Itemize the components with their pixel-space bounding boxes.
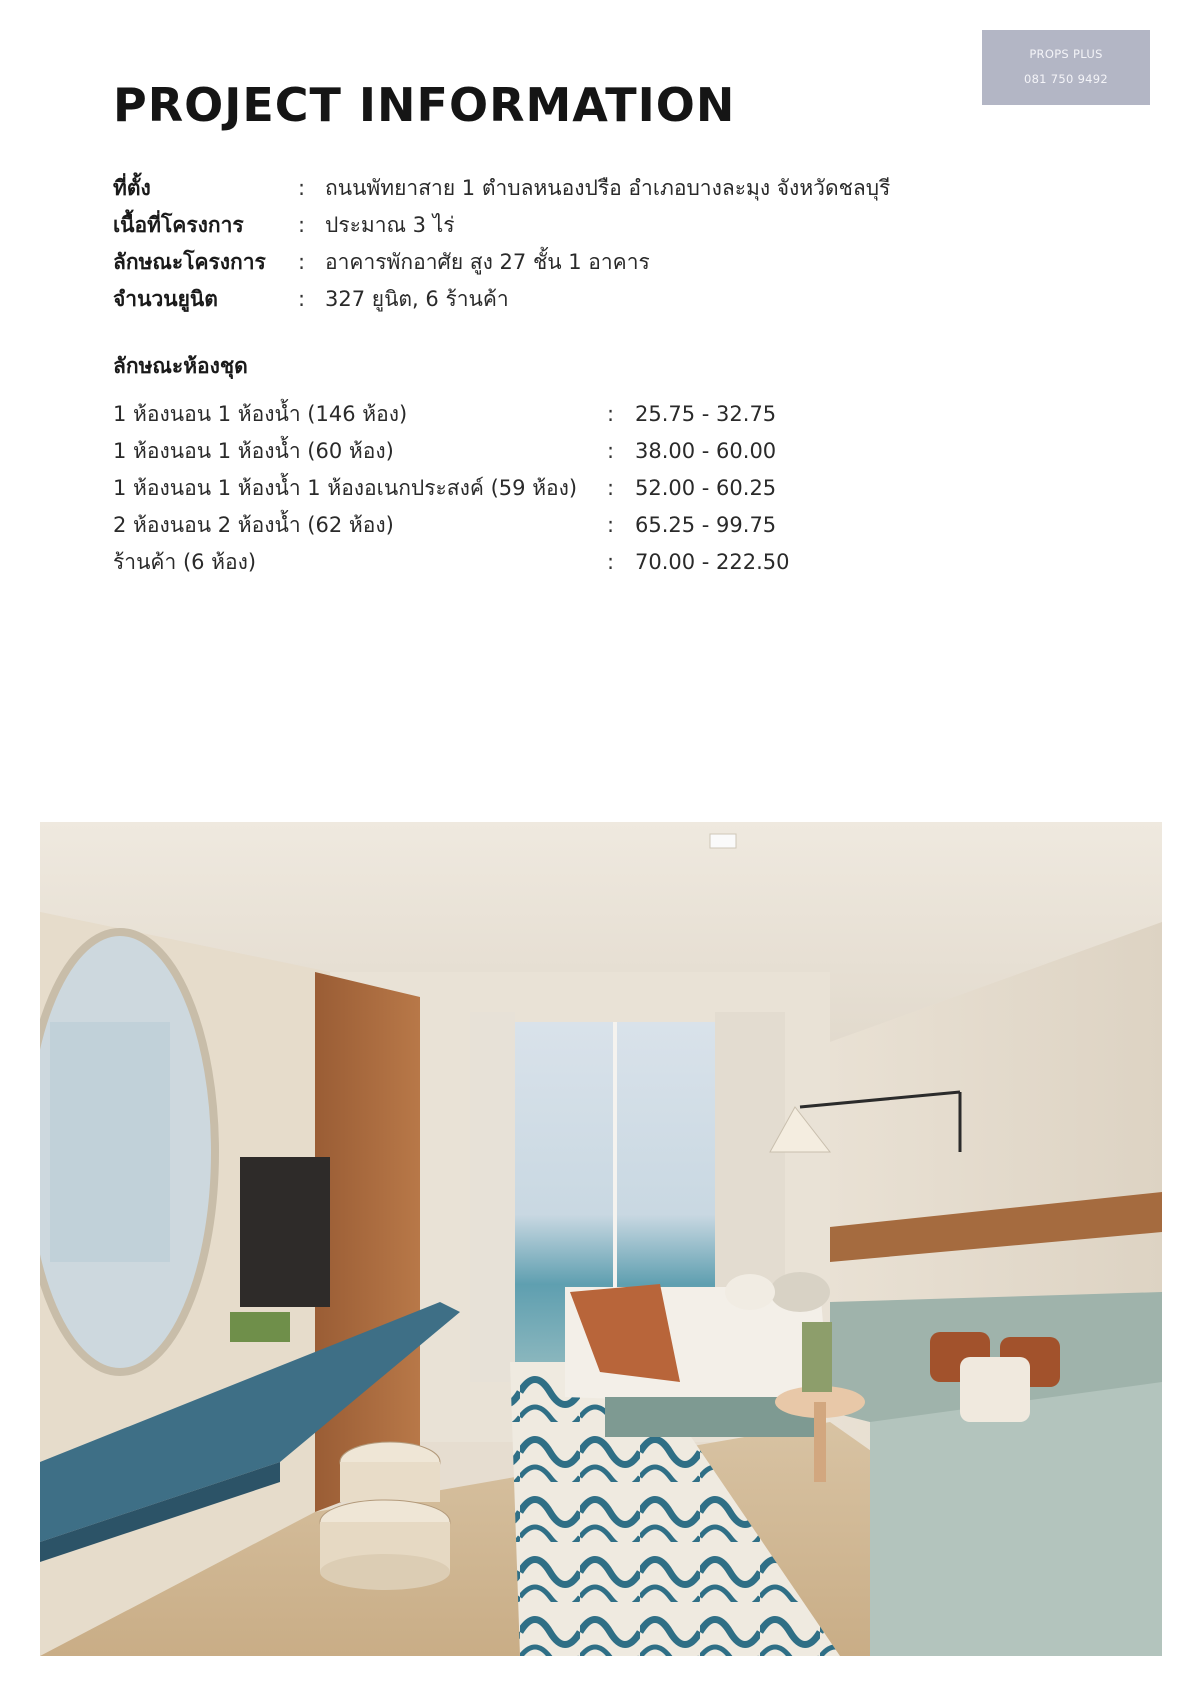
unit-label: ร้านค้า (6 ห้อง) xyxy=(113,550,257,574)
watermark-name: PROPS PLUS xyxy=(1029,47,1103,61)
watermark-phone: 081 750 9492 xyxy=(1023,72,1109,86)
watermark-badge xyxy=(982,30,1150,105)
unit-colon: : xyxy=(607,402,615,426)
unit-label: 2 ห้องนอน 2 ห้องน้ำ (62 ห้อง) xyxy=(113,513,394,537)
info-colon: : xyxy=(298,250,306,274)
info-label: เนื้อที่โครงการ xyxy=(113,213,244,237)
unit-label: 1 ห้องนอน 1 ห้องน้ำ (60 ห้อง) xyxy=(113,439,394,463)
unit-size-range: 25.75 - 32.75 xyxy=(635,402,777,426)
info-label: จำนวนยูนิต xyxy=(113,287,218,311)
unit-size-range: 38.00 - 60.00 xyxy=(635,439,777,463)
unit-label: 1 ห้องนอน 1 ห้องน้ำ 1 ห้องอเนกประสงค์ (59 ห้อง) xyxy=(113,476,578,500)
info-label: ลักษณะโครงการ xyxy=(113,250,266,274)
unit-colon: : xyxy=(607,476,615,500)
page-title: PROJECT INFORMATION xyxy=(113,78,736,132)
unit-label: 1 ห้องนอน 1 ห้องน้ำ (146 ห้อง) xyxy=(113,402,408,426)
info-value: ถนนพัทยาสาย 1 ตำบลหนองปรือ อำเภอบางละมุง จังหวัดชลบุรี xyxy=(325,176,891,200)
unit-size-range: 70.00 - 222.50 xyxy=(635,550,790,574)
unit-colon: : xyxy=(607,550,615,574)
info-value: 327 ยูนิต, 6 ร้านค้า xyxy=(325,287,509,311)
info-colon: : xyxy=(298,287,306,311)
info-value: อาคารพักอาศัย สูง 27 ชั้น 1 อาคาร xyxy=(325,250,650,274)
info-colon: : xyxy=(298,176,306,200)
unit-colon: : xyxy=(607,513,615,537)
info-value: ประมาณ 3 ไร่ xyxy=(325,213,455,237)
interior-rendering-image xyxy=(40,822,1162,1656)
unit-types-heading: ลักษณะห้องชุด xyxy=(113,354,248,378)
unit-size-range: 65.25 - 99.75 xyxy=(635,513,777,537)
info-label: ที่ตั้ง xyxy=(113,176,151,200)
unit-colon: : xyxy=(607,439,615,463)
info-colon: : xyxy=(298,213,306,237)
unit-size-range: 52.00 - 60.25 xyxy=(635,476,777,500)
